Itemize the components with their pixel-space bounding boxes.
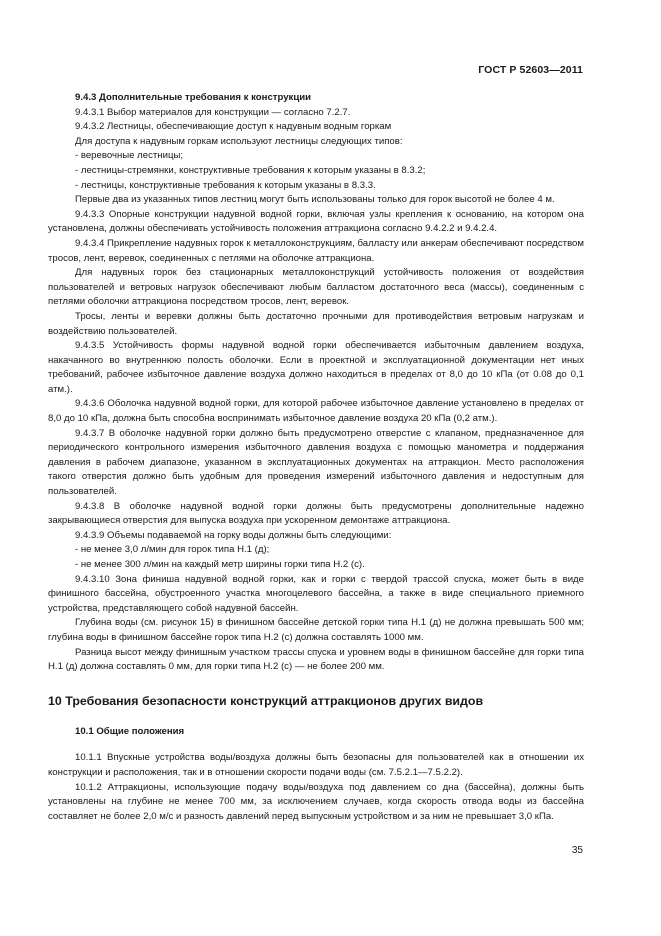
paragraph-9-4-3-1: 9.4.3.1 Выбор материалов для конструкции — согласно 7.2.7. [75,106,351,118]
paragraph-10-1-1: 10.1.1 Впускные устройства воды/воздуха должны быть безопасны для пользователей как в отношении их конструкции и расположения, так и в отношении скорости подачи воды (см. 7.5.2.1—7.5.2.2). [48,752,584,778]
list-item: - лестницы-стремянки, конструктивные требования к которым указаны в 8.3.2; [75,164,426,176]
subsection-heading-10-1: 10.1 Общие положения [75,725,185,737]
list-item: - не менее 300 л/мин на каждый метр ширины горки типа Н.2 (с). [75,559,365,570]
paragraph-9-4-3-10: 9.4.3.10 Зона финиша надувной водной горки, как и горки с твердой трассой спуска, может быть в виде финишного бассейна, обустроенного участка многоцелевого бассейна, а также в виде специального приемного устройства, представляющего собой надувной бассейн. [48,573,584,614]
list-item: - не менее 3,0 л/мин для горок типа Н.1 (д); [75,544,270,556]
subsection-heading-9-4-3: 9.4.3 Дополнительные требования к конструкции [75,92,312,103]
paragraph: Глубина воды (см. рисунок 15) в финишном бассейне детской горки типа Н.1 (д) не должна превышать 500 мм; глубина воды в финишном бассейне горок типа Н.2 (с) должна составлять 1000 мм. [48,617,584,643]
paragraph-9-4-3-7: 9.4.3.7 В оболочке надувной горки должно быть предусмотрено отверстие с клапаном, предназначенное для периодического контрольного измерения избыточного давления воздуха с помощью манометра и поддержания давления в рабочем диапазоне, указанном в эксплуатационных документах на аттракцион. Место расположения такого отверстия должно быть удобным для проведения измерений избыточного давления и недоступным для пользователей. [48,427,584,498]
paragraph-9-4-3-8: 9.4.3.8 В оболочке надувной водной горки должны быть предусмотрены дополнительные надежно закрывающиеся отверстия для выпуска воздуха при ускоренном демонтаже аттракциона. [48,500,584,527]
paragraph: Разница высот между финишным участком трассы спуска и уровнем воды в финишном бассейне для горки типа Н.1 (д) должна составлять 0 мм, для горки типа Н.2 (с) — не более 200 мм. [48,646,584,673]
section-heading-10: 10 Требования безопасности конструкций аттракционов других видов [48,693,484,708]
paragraph-9-4-3-5: 9.4.3.5 Устойчивость формы надувной водной горки обеспечивается избыточным давлением воздуха, накачанного во внутреннюю полость оболочки. Если в проектной и эксплуатационной документации нет иных требований, рабочее избыточное давление воздуха должно находиться в пределах от 8,0 до 10 кПа (от 0.08 до 0,1 атм.). [48,340,584,395]
list-item: - веревочные лестницы; [75,150,183,162]
page-number: 35 [571,845,583,856]
page-content [48,91,584,824]
paragraph: Тросы, ленты и веревки должны быть достаточно прочными для противодействия ветровым нагрузкам и воздействию пользователей. [48,310,584,337]
paragraph-9-4-3-4: 9.4.3.4 Прикрепление надувных горок к металлоконструкциям, балласту или анкерам обеспечивают посредством тросов, лент, веревок, соединенных с петлями на оболочке аттракциона. [48,237,584,264]
paragraph-10-1-2: 10.1.2 Аттракционы, использующие подачу воды/воздуха под давлением со дна (бассейна), должны быть установлены на глубине не менее 700 мм, за исключением случаев, когда скорость отвода воды из бассейна составляет не более 2,0 м/с и разность давлений перед выпускным устройством и за ним не превышает 3,0 кПа. [48,781,584,822]
list-item: - лестницы, конструктивные требования к которым указаны в 8.3.3. [75,179,376,191]
paragraph-9-4-3-2: 9.4.3.2 Лестницы, обеспечивающие доступ к надувным водным горкам [75,121,392,133]
paragraph-9-4-3-3: 9.4.3.3 Опорные конструкции надувной водной горки, включая узлы крепления к основанию, на котором она установлена, должны обеспечивать устойчивость положения аттракциона согласно 9.4.2.2 и 9.4.2.4. [48,208,584,235]
paragraph: Первые два из указанных типов лестниц могут быть использованы только для горок высотой не более 4 м. [75,194,555,206]
paragraph-9-4-3-6: 9.4.3.6 Оболочка надувной водной горки, для которой рабочее избыточное давление установлено в пределах от 8,0 до 10 кПа, должна быть способна воспринимать избыточное давление воздуха 20 кПа (0,2 атм.). [48,398,584,425]
paragraph: Для надувных горок без стационарных металлоконструкций устойчивость положения от воздействия пользователей и ветровых нагрузок обеспечивают любым балластом достаточного веса (массы), соединенным с петлями оболочки аттракциона посредством тросов, лент, веревок. [48,267,584,308]
paragraph-9-4-3-9: 9.4.3.9 Объемы подаваемой на горку воды должны быть следующими: [75,529,392,541]
paragraph-ladder-types: Для доступа к надувным горкам используют лестницы следующих типов: [75,135,403,147]
standard-header: ГОСТ Р 52603—2011 [478,64,583,76]
